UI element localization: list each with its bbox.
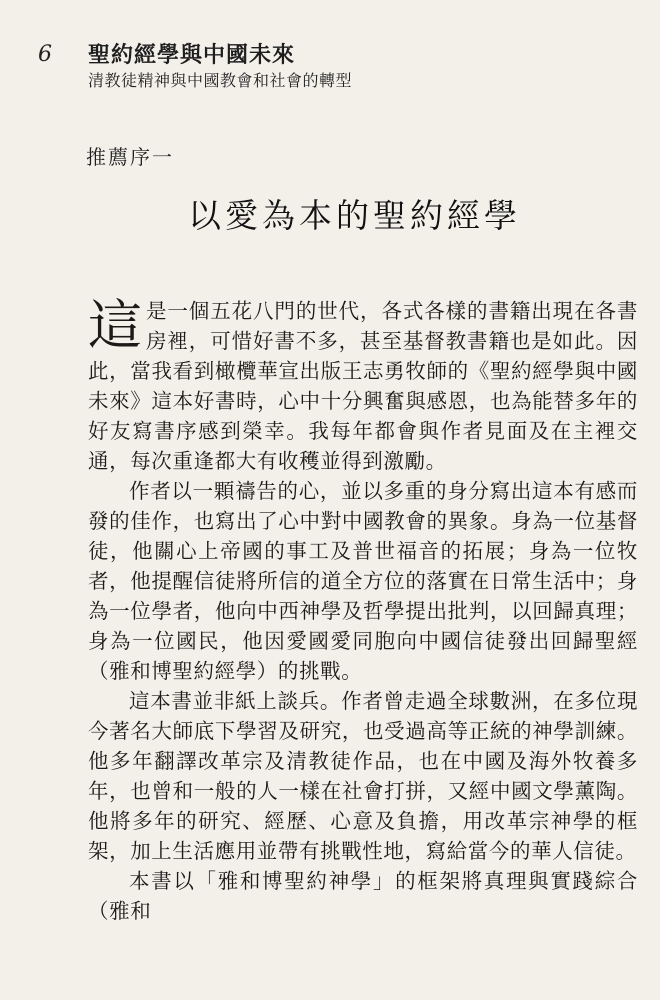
running-header-subtitle: 清教徒精神與中國教會和社會的轉型 xyxy=(88,71,353,90)
drop-cap: 這 xyxy=(88,294,143,357)
paragraph-2: 作者以一顆禱告的心，並以多重的身分寫出這本有感而發的佳作，也寫出了心中對中國教會的異象。身為一位基督徒，他關心上帝國的事工及普世福音的拓展；身為一位牧者，他提醒信徒將所信的道全方位的落實在日常生活中；身為一位學者，他向中西神學及哲學提出批判，以回歸真理；身為一位國民，他因愛國愛同胞向中國信徒發出回歸聖經（雅和博聖約經學）的挑戰。 xyxy=(88,479,638,683)
page-number: 6 xyxy=(38,42,52,67)
paragraph-1-text: 是一個五花八門的世代，各式各樣的書籍出現在各書房裡，可惜好書不多，甚至基督教書籍也是如此。因此，當我看到橄欖華宣出版王志勇牧師的《聖約經學與中國未來》這本好書時，心中十分興奮與感恩，也為能替多年的好友寫書序感到榮幸。我每年都會與作者見面及在主裡交通，每次重逢都大有收穫並得到激勵。 xyxy=(88,299,638,473)
section-label: 推薦序一 xyxy=(86,145,174,169)
paragraph-4: 本書以「雅和博聖約神學」的框架將真理與實踐綜合（雅和 xyxy=(88,869,638,923)
essay-title: 以愛為本的聖約經學 xyxy=(188,196,521,235)
essay-body xyxy=(88,296,638,926)
paragraph-1 xyxy=(88,296,638,476)
paragraph-3: 這本書並非紙上談兵。作者曾走過全球數洲，在多位現今著名大師底下學習及研究，也受過高等正統的神學訓練。他多年翻譯改革宗及清教徒作品，也在中國及海外牧養多年，也曾和一般的人一樣在社會打拼，又經中國文學薰陶。他將多年的研究、經歷、心意及負擔，用改革宗神學的框架，加上生活應用並帶有挑戰性地，寫給當今的華人信徒。 xyxy=(88,689,638,863)
running-header-title: 聖約經學與中國未來 xyxy=(88,42,296,68)
